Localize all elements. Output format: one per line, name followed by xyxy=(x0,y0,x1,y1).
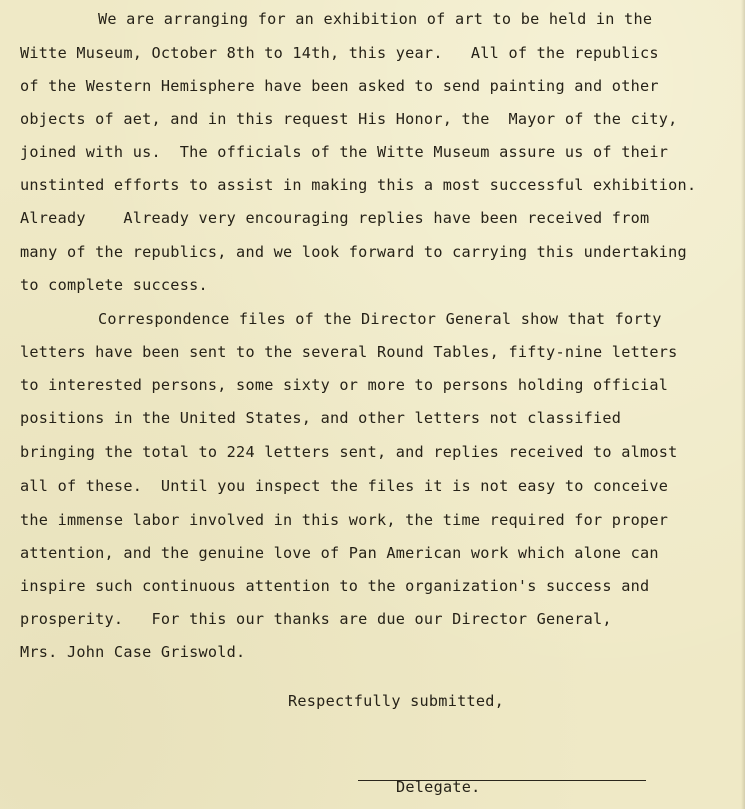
paragraph-2-line-3: to interested persons, some sixty or more to persons holding official xyxy=(20,376,669,394)
paragraph-1-line-3: of the Western Hemisphere have been asked to send painting and other xyxy=(20,77,659,95)
paragraph-2-line-11: Mrs. John Case Griswold. xyxy=(20,643,246,661)
paragraph-2-line-1: Correspondence files of the Director General show that forty xyxy=(98,310,662,328)
paragraph-2-line-4: positions in the United States, and other letters not classified xyxy=(20,409,622,427)
paragraph-2-line-10: prosperity. For this our thanks are due our Director General, xyxy=(20,610,612,628)
paragraph-2-line-2: letters have been sent to the several Round Tables, fifty-nine letters xyxy=(20,343,678,361)
paragraph-1-line-7: Already Already very encouraging replies have been received from xyxy=(20,209,650,227)
paragraph-1-line-1: We are arranging for an exhibition of art to be held in the xyxy=(98,10,653,28)
paragraph-2-line-8: attention, and the genuine love of Pan American work which alone can xyxy=(20,544,659,562)
paragraph-1-line-5: joined with us. The officials of the Witte Museum assure us of their xyxy=(20,143,669,161)
paper-edge-shadow xyxy=(741,0,745,809)
closing-text: Respectfully submitted, xyxy=(288,692,505,710)
paragraph-2-line-6: all of these. Until you inspect the files it is not easy to conceive xyxy=(20,477,669,495)
paragraph-1-line-8: many of the republics, and we look forward to carrying this undertaking xyxy=(20,243,687,261)
paragraph-2-line-5: bringing the total to 224 letters sent, and replies received to almost xyxy=(20,443,678,461)
paragraph-2-line-9: inspire such continuous attention to the organization's success and xyxy=(20,577,650,595)
paragraph-1-line-6: unstinted efforts to assist in making this a most successful exhibition. xyxy=(20,176,697,194)
paragraph-1-line-4: objects of aet, and in this request His Honor, the Mayor of the city, xyxy=(20,110,678,128)
paragraph-1-line-9: to complete success. xyxy=(20,276,208,294)
paragraph-1-line-2: Witte Museum, October 8th to 14th, this year. All of the republics xyxy=(20,44,659,62)
paragraph-2-line-7: the immense labor involved in this work, the time required for proper xyxy=(20,511,669,529)
signature-label: Delegate. xyxy=(396,778,481,796)
